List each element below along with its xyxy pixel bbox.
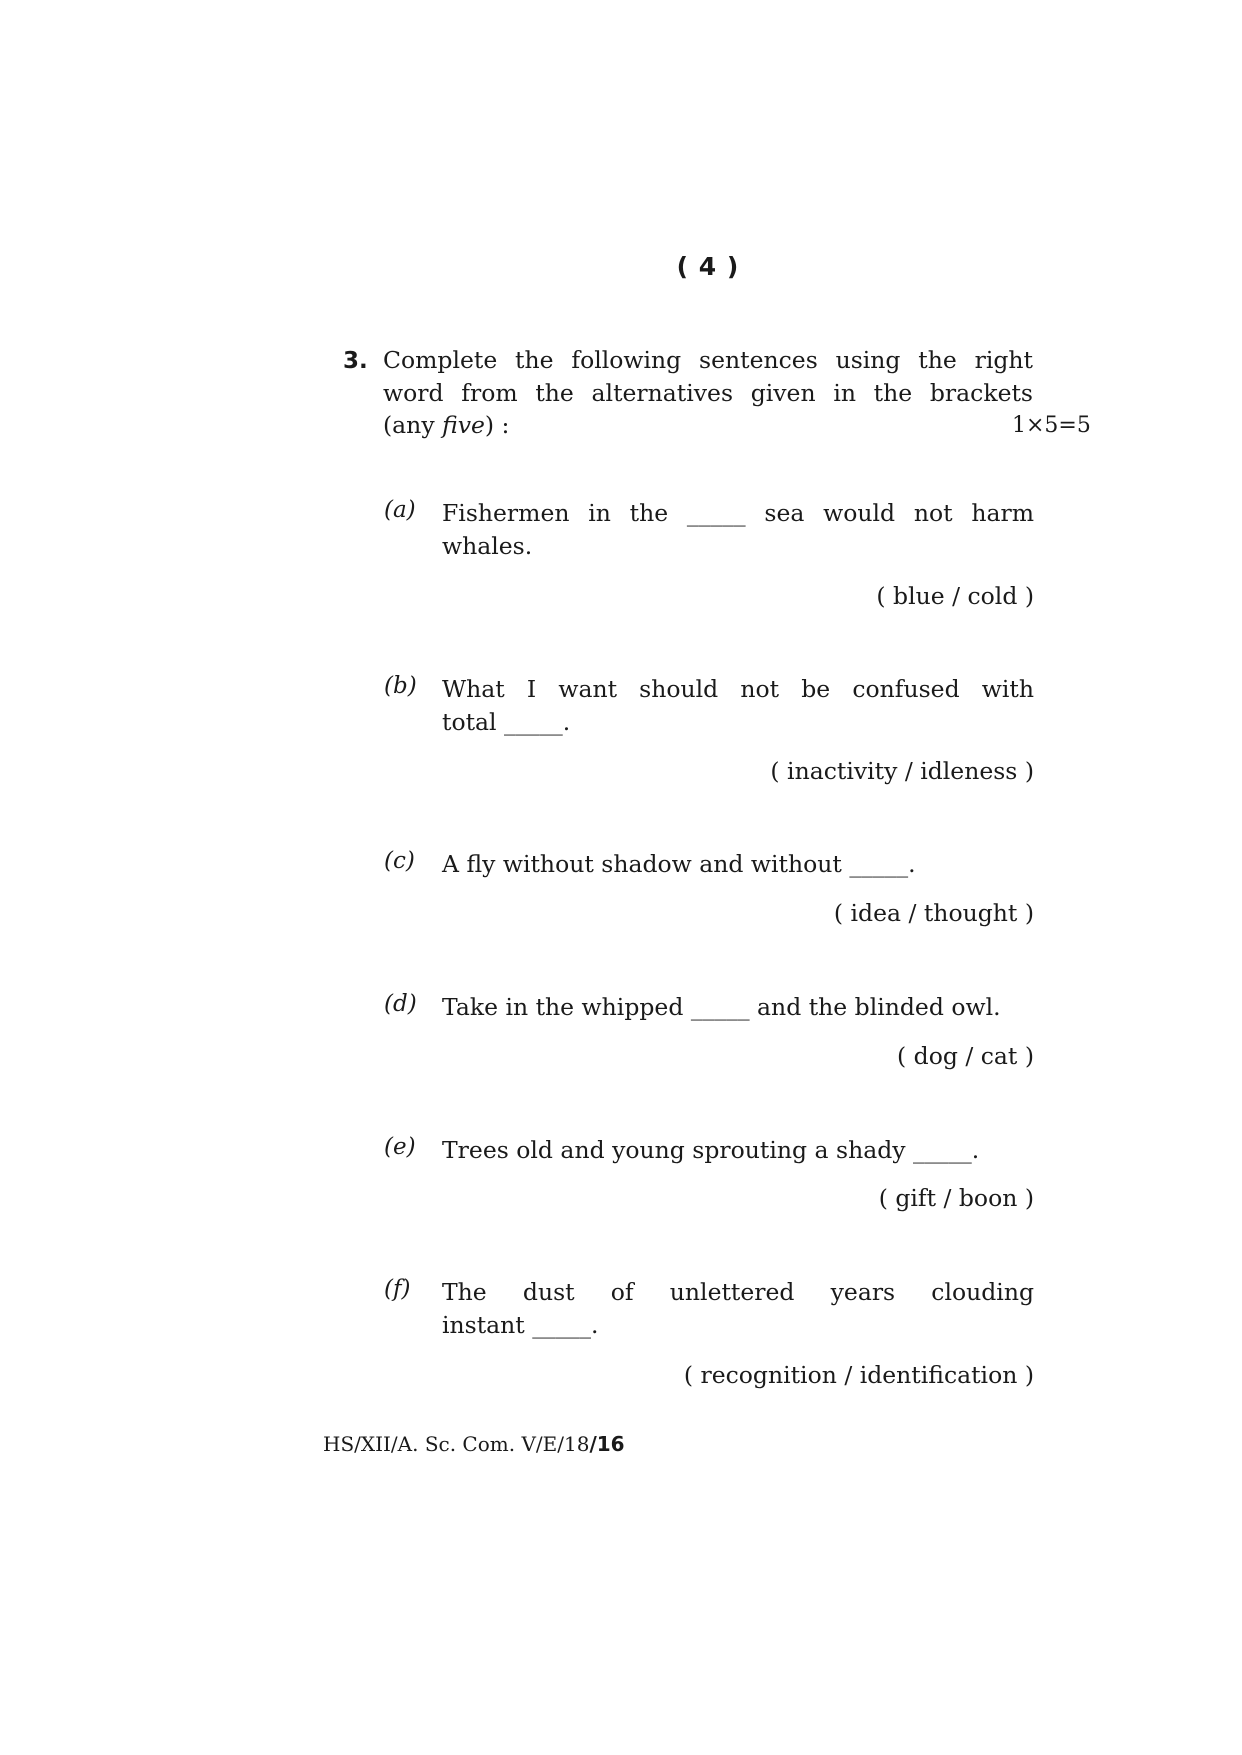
sentence-line: Fishermen in the _____ sea would not harm — [442, 499, 1034, 527]
instruction-prefix: (any — [383, 411, 443, 439]
paper-code: HS/XII/A. Sc. Com. V/E/18 — [323, 1432, 590, 1456]
item-options: ( dog / cat ) — [897, 1042, 1034, 1070]
item-sentence — [442, 497, 1034, 562]
item-sentence — [442, 1276, 1034, 1341]
item-sentence — [442, 1134, 1034, 1167]
paper-code-footer — [323, 1432, 625, 1456]
marks-allocation: 1×5=5 — [1012, 413, 1091, 438]
item-label: (c) — [384, 848, 415, 874]
item-options: ( idea / thought ) — [833, 899, 1034, 927]
item-label: (b) — [384, 673, 417, 699]
question-number: 3. — [343, 348, 368, 374]
sentence-line: total _____. — [442, 707, 571, 736]
item-options: ( inactivity / idleness ) — [770, 757, 1034, 785]
item-options: ( recognition / identification ) — [683, 1361, 1034, 1389]
instruction-line — [383, 409, 1033, 442]
sentence-line: A fly without shadow and without _____. — [442, 850, 916, 878]
paper-set: /16 — [589, 1432, 625, 1456]
question-instruction — [383, 344, 1033, 442]
instruction-suffix: ) : — [484, 411, 510, 439]
item-options: ( blue / cold ) — [876, 582, 1034, 610]
instruction-line: Complete the following sentences using the right — [383, 346, 1033, 374]
item-label: (f) — [384, 1276, 411, 1302]
item-label: (d) — [384, 991, 417, 1017]
item-sentence — [442, 673, 1034, 738]
sentence-line: What I want should not be confused with — [442, 675, 1034, 703]
sentence-line: The dust of unlettered years clouding — [442, 1278, 1034, 1306]
sentence-line: Take in the whipped _____ and the blinded owl. — [442, 993, 1001, 1021]
item-options: ( gift / boon ) — [878, 1184, 1034, 1212]
item-label: (a) — [384, 497, 416, 523]
item-sentence — [442, 991, 1034, 1024]
item-label: (e) — [384, 1134, 416, 1160]
instruction-line: word from the alternatives given in the brackets — [383, 378, 1033, 407]
sentence-line: instant _____. — [442, 1310, 599, 1339]
sentence-line: Trees old and young sprouting a shady _____. — [442, 1136, 980, 1164]
page-number: ( 4 ) — [676, 252, 740, 281]
sentence-line: whales. — [442, 531, 533, 560]
item-sentence — [442, 848, 1034, 881]
instruction-emphasis: five — [442, 411, 485, 439]
